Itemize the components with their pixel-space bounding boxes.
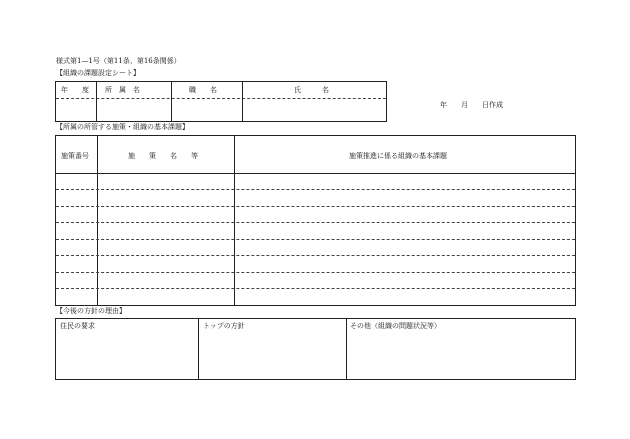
header-divider [56,98,386,99]
other-header: その他（組織の問題状況等） [350,322,441,330]
org-issue-table [55,81,387,122]
name-header: 氏 名 [294,86,329,94]
form-number: 様式第1—1号（第11条、第16条関係） [56,57,181,65]
year-header: 年 度 [61,86,89,94]
name-field[interactable] [244,100,386,120]
col-divider-residents [198,319,199,379]
table-row-8[interactable] [56,289,575,305]
table-row-6[interactable] [56,256,575,272]
residents-field[interactable] [57,333,197,378]
other-field[interactable] [348,333,574,378]
policy-name-header: 施 策 名 等 [128,152,198,160]
top-policy-field[interactable] [200,333,345,378]
position-header: 職 名 [189,86,217,94]
policy-issue-table [55,135,576,306]
top-policy-header: トップの方針 [203,322,245,330]
table-row-3[interactable] [56,207,575,222]
affiliation-field[interactable] [98,100,170,120]
table-row-4[interactable] [56,223,575,239]
col-divider-top [346,319,347,379]
policy-reason-table [55,318,576,380]
number-header: 施策番号 [61,152,89,160]
table-row-2[interactable] [56,190,575,206]
section3-title: 【今後の方針の理由】 [56,307,126,315]
date-created: 年 月 日作成 [440,101,503,109]
col-divider-2 [171,82,172,121]
table-row-5[interactable] [56,240,575,255]
section2-title: 【所属の所管する施策・組織の基本課題】 [56,123,189,131]
col-divider-3 [242,82,243,121]
year-field[interactable] [57,100,95,120]
residents-header: 住民の要求 [60,322,95,330]
table-row-1[interactable] [56,174,575,189]
position-field[interactable] [173,100,241,120]
affiliation-header: 所 属 名 [105,86,140,94]
basic-issue-header: 施策推進に係る組織の基本課題 [349,152,447,160]
table-row-7[interactable] [56,273,575,288]
col-divider-1 [96,82,97,121]
section1-title: 【組織の課題設定シート】 [56,69,140,77]
